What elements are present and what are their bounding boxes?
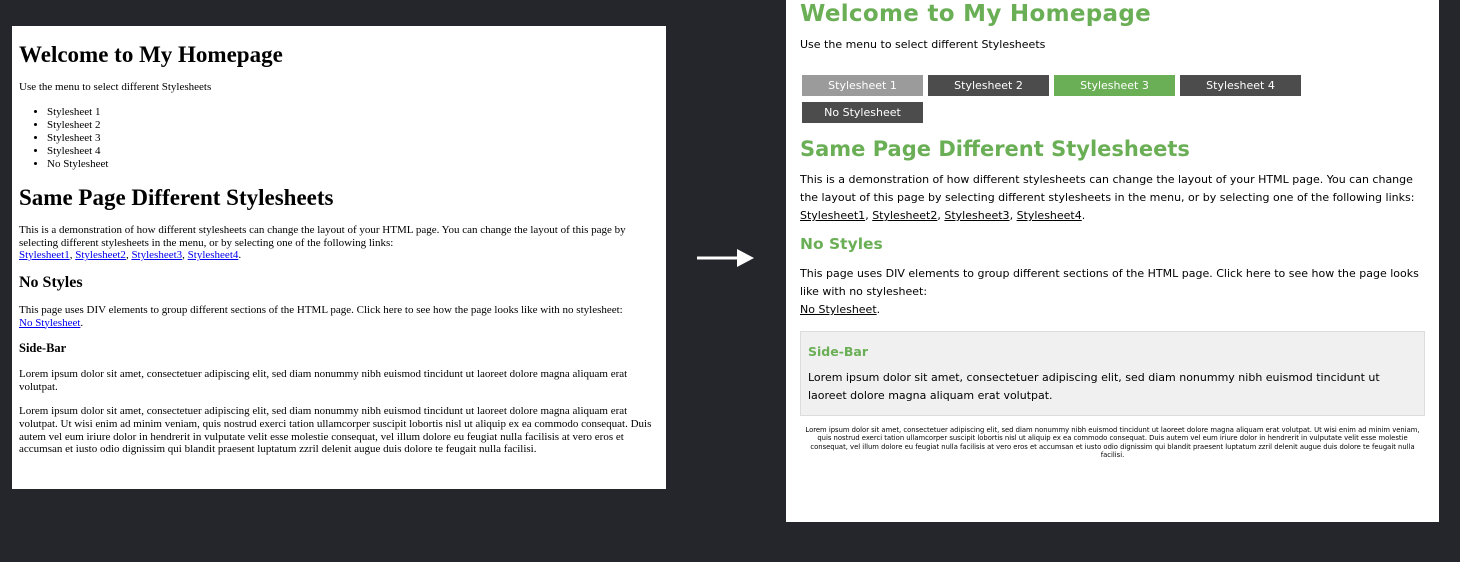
intro-text: Use the menu to select different Stylesheets <box>800 38 1046 51</box>
menu-item-stylesheet-4[interactable]: • Stylesheet 4 <box>47 145 659 158</box>
link-stylesheet3[interactable]: Stylesheet3 <box>131 249 183 262</box>
no-styles-text: This page uses DIV elements to group different sections of the HTML page. Click here to see how the page looks like with no stylesheet: <box>800 267 1419 298</box>
footer-text: Lorem ipsum dolor sit amet, consectetuer adipiscing elit, sed diam nonummy nibh euismod tincidunt ut laoreet dolore magna aliquam erat volutpat. Ut wisi enim ad minim veniam, quis nostrud exerci tation ullamcorper suscipit lobortis nisl ut aliquip ex ea commodo consequat. Duis autem vel eum iriure dolor in hendrerit in vulputate velit esse molestie consequat, vel illum dolore eu feugiat nulla facilisis at vero eros et accumsan et iusto odio dignissim qui blandit praesent luptatum zzril delenit augue duis dolore te feugait nulla facilisi. <box>805 426 1420 460</box>
sidebar-heading: Side-Bar <box>19 341 67 356</box>
link-stylesheet2[interactable]: Stylesheet2 <box>872 209 938 222</box>
styled-page-preview <box>786 0 1439 522</box>
menu-item-stylesheet-1[interactable]: • Stylesheet 1 <box>47 106 659 119</box>
section-heading: Same Page Different Stylesheets <box>19 184 334 210</box>
demo-text: This is a demonstration of how different stylesheets can change the layout of your HTML page. You can change the layout of this page by selecting different stylesheets in the menu, or by selecting one of the following links: <box>800 173 1415 204</box>
demo-paragraph <box>19 224 659 262</box>
menu-button-stylesheet-4[interactable]: Stylesheet 4 <box>1180 75 1301 96</box>
page-title: Welcome to My Homepage <box>19 42 283 67</box>
no-styles-paragraph <box>19 304 659 329</box>
link-stylesheet4[interactable]: Stylesheet4 <box>1016 209 1082 222</box>
separator: , <box>69 249 76 262</box>
separator: , <box>865 209 873 222</box>
menu-item-stylesheet-2[interactable]: • Stylesheet 2 <box>47 119 659 132</box>
menu-button-stylesheet-1[interactable]: Stylesheet 1 <box>802 75 923 96</box>
no-styles-paragraph <box>800 265 1425 319</box>
link-stylesheet3[interactable]: Stylesheet3 <box>944 209 1010 222</box>
stylesheet-menu <box>802 75 1322 129</box>
footer-text: Lorem ipsum dolor sit amet, consectetuer adipiscing elit, sed diam nonummy nibh euismod tincidunt ut laoreet dolore magna aliquam erat volutpat. Ut wisi enim ad minim veniam, quis nostrud exerci tation ullamcorper suscipit lobortis nisl ut aliquip ex ea commodo consequat. Duis autem vel eum iriure dolor in hendrerit in vulputate velit esse molestie consequat, vel illum dolore eu feugiat nulla facilisis at vero eros et accumsan et iusto odio dignissim qui blandit praesent luptatum zzril delenit augue duis dolore te feugait nulla facilisi. <box>19 405 652 456</box>
page-title: Welcome to My Homepage <box>800 1 1151 27</box>
unstyled-page-preview <box>12 26 666 489</box>
intro-text: Use the menu to select different Stylesheets <box>19 81 212 94</box>
sidebar-text: Lorem ipsum dolor sit amet, consectetuer adipiscing elit, sed diam nonummy nibh euismod tincidunt ut laoreet dolore magna aliquam erat volutpat. <box>19 368 628 393</box>
separator: , <box>125 249 132 262</box>
sidebar-text: Lorem ipsum dolor sit amet, consectetuer adipiscing elit, sed diam nonummy nibh euismod tincidunt ut laoreet dolore magna aliquam erat volutpat. <box>808 371 1380 402</box>
link-stylesheet1[interactable]: Stylesheet1 <box>800 209 866 222</box>
separator: , <box>182 249 188 262</box>
section-heading: Same Page Different Stylesheets <box>800 137 1190 161</box>
sidebar-heading: Side-Bar <box>808 344 869 359</box>
link-stylesheet1[interactable]: Stylesheet1 <box>19 249 70 262</box>
separator: , <box>1009 209 1017 222</box>
menu-item-stylesheet-3[interactable]: • Stylesheet 3 <box>47 132 659 145</box>
link-stylesheet2[interactable]: Stylesheet2 <box>75 249 126 262</box>
period: . <box>238 249 242 262</box>
menu-item-no-stylesheet[interactable]: • No Stylesheet <box>47 158 659 171</box>
no-styles-text: This page uses DIV elements to group different sections of the HTML page. Click here to see how the page looks like with no stylesheet: <box>19 303 623 316</box>
sidebar-box <box>800 331 1425 416</box>
no-styles-heading: No Styles <box>800 235 883 253</box>
menu-button-no-stylesheet[interactable]: No Stylesheet <box>802 102 923 123</box>
period: . <box>80 316 84 329</box>
period: . <box>876 303 881 316</box>
menu-button-stylesheet-2[interactable]: Stylesheet 2 <box>928 75 1049 96</box>
menu-button-stylesheet-3[interactable]: Stylesheet 3 <box>1054 75 1175 96</box>
separator: , <box>937 209 945 222</box>
link-no-stylesheet[interactable]: No Stylesheet <box>800 303 877 316</box>
period: . <box>1081 209 1086 222</box>
demo-text: This is a demonstration of how different stylesheets can change the layout of your HTML page. You can change the layout of this page by selecting different stylesheets in the menu, or by selecting one of the following links: <box>19 224 626 249</box>
stylesheet-menu-list <box>19 106 659 171</box>
link-no-stylesheet[interactable]: No Stylesheet <box>19 316 81 329</box>
no-styles-heading: No Styles <box>19 273 83 291</box>
demo-paragraph <box>800 171 1425 225</box>
right-arrow-icon <box>697 248 755 268</box>
link-stylesheet4[interactable]: Stylesheet4 <box>187 249 239 262</box>
